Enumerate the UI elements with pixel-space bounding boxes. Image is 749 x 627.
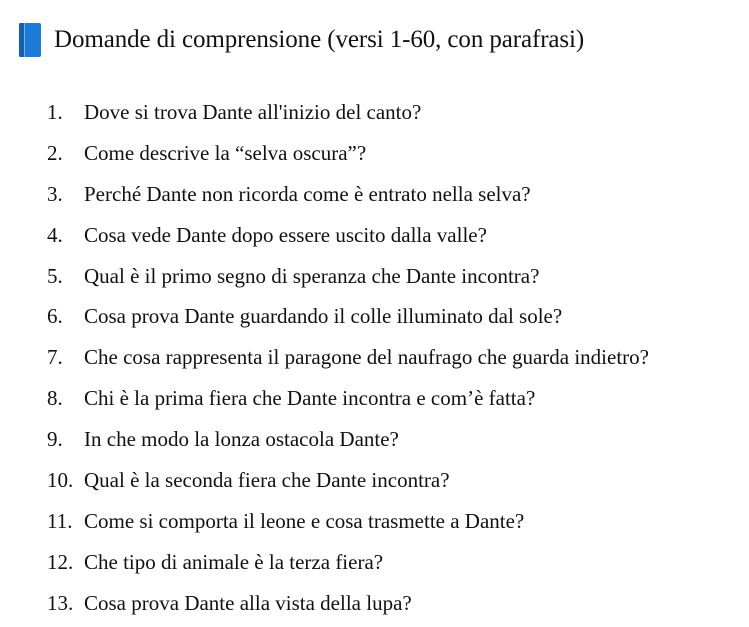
list-item [47, 176, 747, 217]
question-number: 13. [47, 590, 74, 615]
question-text: Qual è la seconda fiera che Dante incontra? [84, 468, 450, 493]
question-text: Perché Dante non ricorda come è entrato nella selva? [84, 181, 531, 206]
question-text: Come descrive la “selva oscura”? [84, 140, 367, 165]
question-text: Cosa prova Dante guardando il colle illuminato dal sole? [84, 304, 563, 329]
document-heading [18, 22, 584, 58]
question-text: Come si comporta il leone e cosa trasmette a Dante? [84, 508, 525, 533]
question-text: Cosa vede Dante dopo essere uscito dalla valle? [84, 222, 487, 247]
question-list [47, 94, 747, 626]
question-text: Qual è il primo segno di speranza che Dante incontra? [84, 263, 540, 288]
question-text: In che modo la lonza ostacola Dante? [84, 427, 399, 452]
question-number: 10. [47, 468, 74, 493]
question-number: 3. [47, 181, 63, 206]
blue-book-icon [18, 22, 42, 58]
question-number: 7. [47, 345, 63, 370]
question-text: Cosa prova Dante alla vista della lupa? [84, 590, 412, 615]
question-number: 6. [47, 304, 63, 329]
question-number: 8. [47, 386, 63, 411]
question-number: 4. [47, 222, 63, 247]
question-text: Dove si trova Dante all'inizio del canto? [84, 100, 422, 124]
list-item [47, 217, 747, 258]
list-item [47, 298, 747, 339]
list-item [47, 503, 747, 544]
list-item [47, 258, 747, 299]
question-number: 5. [47, 263, 63, 288]
list-item [47, 544, 747, 585]
question-text: Che cosa rappresenta il paragone del naufrago che guarda indietro? [84, 345, 649, 370]
list-item [47, 585, 747, 626]
list-item [47, 339, 747, 380]
list-item [47, 421, 747, 462]
question-number: 9. [47, 427, 63, 452]
question-number: 12. [47, 549, 74, 574]
question-number: 1. [47, 100, 63, 124]
list-item [47, 462, 747, 503]
question-text: Che tipo di animale è la terza fiera? [84, 549, 384, 574]
question-number: 11. [47, 508, 73, 533]
question-number: 2. [47, 140, 63, 165]
list-item [47, 135, 747, 176]
list-item [47, 94, 747, 135]
page-title: Domande di comprensione (versi 1-60, con parafrasi) [54, 26, 585, 53]
question-text: Chi è la prima fiera che Dante incontra e com’è fatta? [84, 386, 536, 411]
list-item [47, 380, 747, 421]
